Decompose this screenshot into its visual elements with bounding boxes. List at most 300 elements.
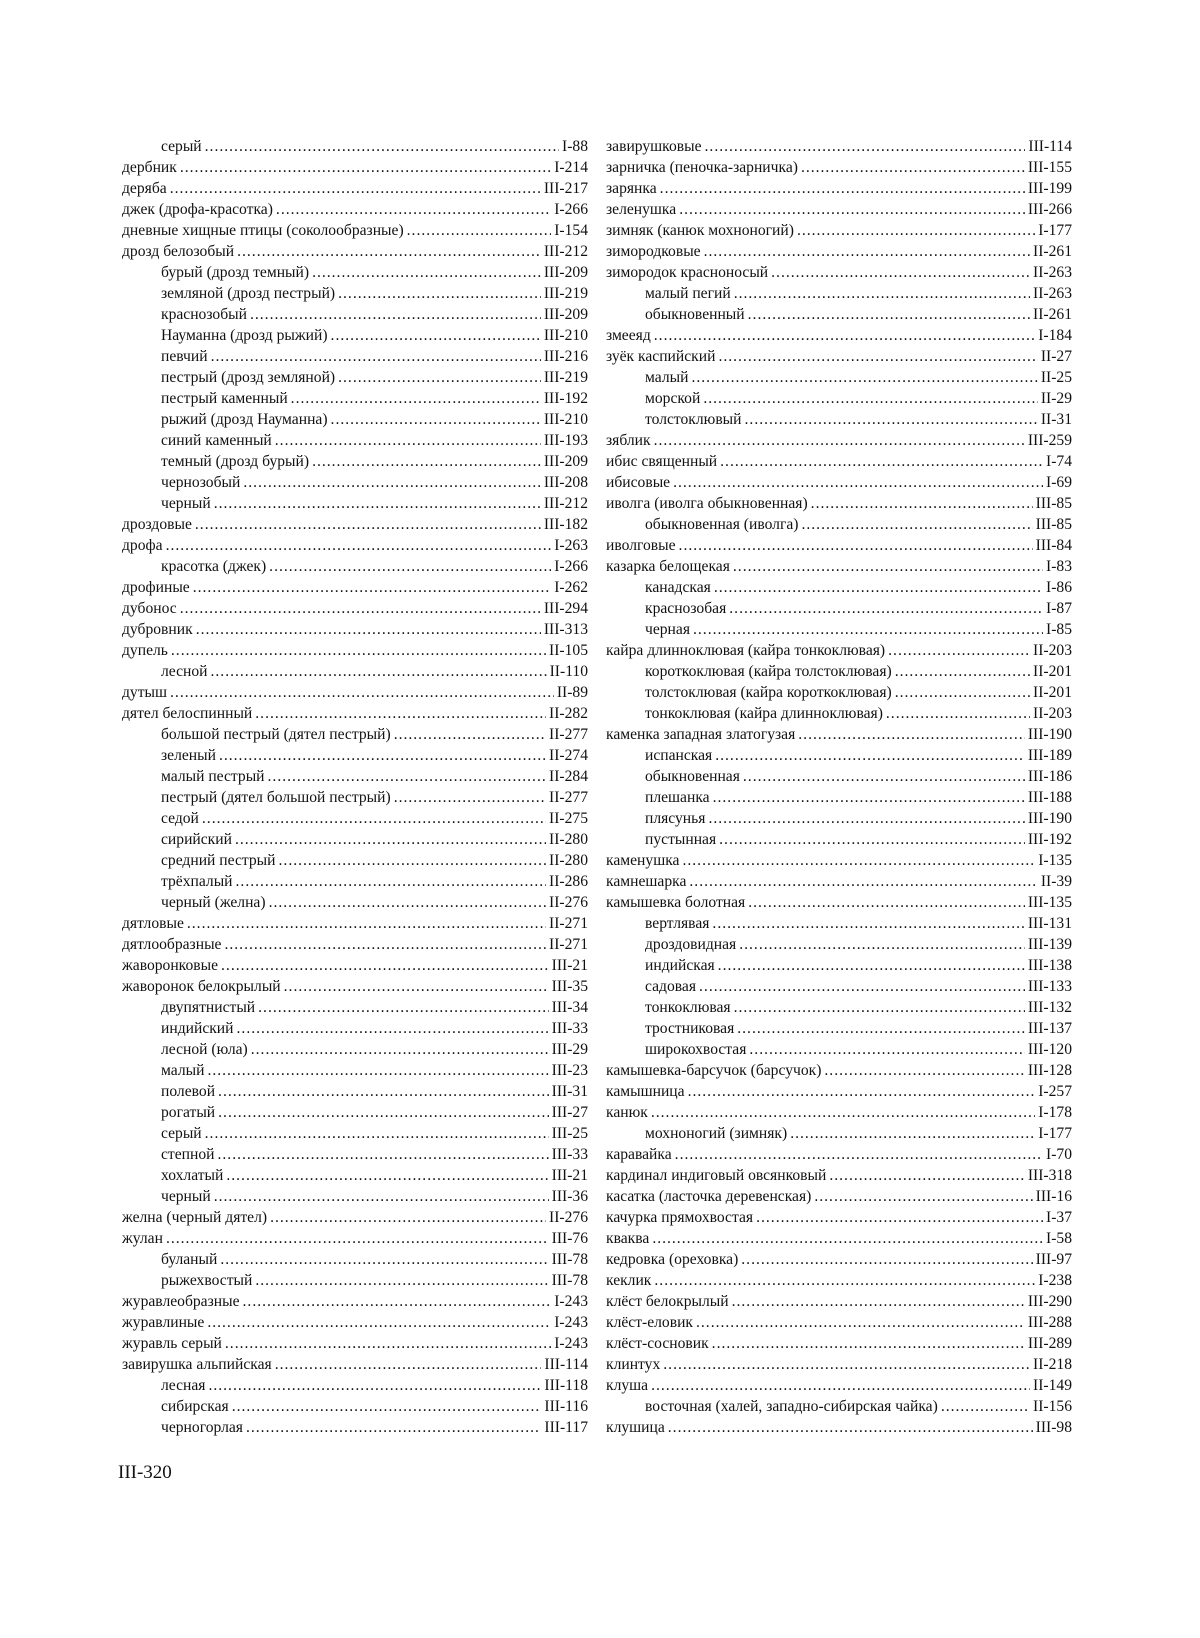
index-page-ref: III-209: [543, 453, 588, 470]
index-page-ref: II-201: [1033, 684, 1072, 701]
index-page-ref: III-78: [551, 1272, 588, 1289]
dot-leader: [693, 619, 1043, 640]
index-entry: [606, 976, 1072, 997]
index-entry: [606, 157, 1072, 178]
index-term: плясунья: [645, 810, 706, 827]
index-term: клёст-сосновик: [606, 1335, 709, 1352]
page-number: III-320: [118, 1462, 172, 1483]
dot-leader: [801, 157, 1025, 178]
index-term: синий каменный: [161, 432, 272, 449]
dot-leader: [207, 1060, 548, 1081]
index-entry: [122, 1249, 588, 1270]
index-entry: [122, 472, 588, 493]
index-term: рыжий (дрозд Науманна): [161, 411, 328, 428]
dot-leader: [691, 367, 1037, 388]
index-entry: [606, 997, 1072, 1018]
index-entry: [122, 157, 588, 178]
index-term: серый: [161, 1125, 202, 1142]
dot-leader: [712, 913, 1024, 934]
dot-leader: [275, 1354, 542, 1375]
dot-leader: [218, 1081, 549, 1102]
dot-leader: [886, 703, 1030, 724]
dot-leader: [279, 850, 547, 871]
index-term: дубровник: [122, 621, 193, 638]
index-term: канюк: [606, 1104, 648, 1121]
index-entry: [606, 451, 1072, 472]
dot-leader: [797, 220, 1035, 241]
index-entry: [606, 829, 1072, 850]
dot-leader: [232, 1396, 542, 1417]
index-entry: [606, 1144, 1072, 1165]
dot-leader: [771, 262, 1030, 283]
index-term: завирушковые: [606, 138, 702, 155]
index-page-ref: III-34: [551, 999, 588, 1016]
dot-leader: [654, 430, 1025, 451]
index-entry: [122, 808, 588, 829]
index-page-ref: III-118: [544, 1377, 588, 1394]
dot-leader: [331, 409, 541, 430]
index-term: красотка (джек): [161, 558, 267, 575]
dot-leader: [394, 724, 546, 745]
index-term: дутыш: [122, 684, 168, 701]
index-page-ref: III-33: [551, 1146, 588, 1163]
dot-leader: [205, 1123, 549, 1144]
index-term: лесная: [161, 1377, 206, 1394]
index-term: обыкновенная (иволга): [645, 516, 799, 533]
index-term: зимородок красноносый: [606, 264, 769, 281]
dot-leader: [250, 304, 541, 325]
index-term: желна (черный дятел): [122, 1209, 268, 1226]
index-page-ref: III-208: [543, 474, 588, 491]
dot-leader: [705, 136, 1026, 157]
index-page-ref: III-313: [543, 621, 588, 638]
index-entry: [122, 1102, 588, 1123]
index-page-ref: I-266: [554, 558, 588, 575]
dot-leader: [704, 241, 1030, 262]
index-term: кеклик: [606, 1272, 652, 1289]
dot-leader: [888, 640, 1030, 661]
dot-leader: [790, 1123, 1035, 1144]
index-entry: [606, 1396, 1072, 1417]
index-term: ибисовые: [606, 474, 671, 491]
dot-leader: [811, 493, 1033, 514]
index-page-ref: I-257: [1038, 1083, 1072, 1100]
index-term: тонкоклювая (кайра длинноклювая): [645, 705, 883, 722]
index-page-ref: III-25: [551, 1125, 588, 1142]
dot-leader: [714, 577, 1043, 598]
dot-leader: [756, 1207, 1043, 1228]
index-page-ref: I-135: [1038, 852, 1072, 869]
index-entry: [122, 514, 588, 535]
index-term: кедровка (ореховка): [606, 1251, 739, 1268]
dot-leader: [224, 934, 546, 955]
index-page-ref: III-117: [544, 1419, 588, 1436]
dot-leader: [941, 1396, 1030, 1417]
dot-leader: [338, 283, 541, 304]
index-entry: [606, 724, 1072, 745]
index-entry: [122, 976, 588, 997]
index-term: черный (желна): [161, 894, 266, 911]
index-page-ref: I-266: [554, 201, 588, 218]
index-entry: [606, 136, 1072, 157]
index-term: зарянка: [606, 180, 657, 197]
dot-leader: [748, 892, 1025, 913]
dot-leader: [713, 787, 1025, 808]
dot-leader: [255, 1270, 548, 1291]
index-entry: [122, 220, 588, 241]
dot-leader: [407, 220, 552, 241]
dot-leader: [718, 955, 1025, 976]
index-term: камышница: [606, 1083, 685, 1100]
index-term: зеленушка: [606, 201, 677, 218]
index-page-ref: III-219: [543, 369, 588, 386]
dot-leader: [651, 1375, 1030, 1396]
index-term: клушица: [606, 1419, 665, 1436]
index-entry: [122, 1396, 588, 1417]
dot-leader: [207, 1312, 551, 1333]
index-entry: [606, 955, 1072, 976]
index-entry: [606, 598, 1072, 619]
index-term: тростниковая: [645, 1020, 735, 1037]
index-entry: [122, 451, 588, 472]
index-entry: [606, 514, 1072, 535]
dot-leader: [679, 535, 1033, 556]
index-entry: [606, 913, 1072, 934]
index-entry: [122, 1144, 588, 1165]
dot-leader: [237, 241, 541, 262]
index-entry: [606, 1018, 1072, 1039]
index-page-ref: II-277: [549, 726, 588, 743]
index-page-ref: III-135: [1027, 894, 1072, 911]
index-term: краснозобый: [161, 306, 247, 323]
index-page-ref: III-210: [543, 411, 588, 428]
index-entry: [606, 1375, 1072, 1396]
dot-leader: [682, 850, 1035, 871]
index-entry: [606, 178, 1072, 199]
index-term: зимородковые: [606, 243, 701, 260]
index-page-ref: II-284: [549, 768, 588, 785]
dot-leader: [732, 1291, 1025, 1312]
index-term: дятлообразные: [122, 936, 222, 953]
dot-leader: [696, 1312, 1025, 1333]
dot-leader: [718, 346, 1037, 367]
index-term: малый пестрый: [161, 768, 265, 785]
dot-leader: [208, 1375, 541, 1396]
dot-leader: [737, 1018, 1025, 1039]
index-page-ref: I-85: [1046, 621, 1072, 638]
index-entry: [606, 535, 1072, 556]
index-term: журавль серый: [122, 1335, 222, 1352]
index-entry: [606, 283, 1072, 304]
index-term: широкохвостая: [645, 1041, 747, 1058]
dot-leader: [660, 178, 1025, 199]
index-entry: [606, 325, 1072, 346]
index-page-ref: III-138: [1027, 957, 1072, 974]
index-page-ref: III-182: [543, 516, 588, 533]
index-page-ref: III-33: [551, 1020, 588, 1037]
dot-leader: [180, 157, 551, 178]
index-page-ref: II-263: [1033, 264, 1072, 281]
index-page-ref: III-212: [543, 243, 588, 260]
index-page-ref: I-238: [1038, 1272, 1072, 1289]
index-entry: [606, 577, 1072, 598]
index-page-ref: I-243: [554, 1335, 588, 1352]
index-page-ref: III-85: [1035, 516, 1072, 533]
dot-leader: [798, 724, 1025, 745]
index-page-ref: III-120: [1027, 1041, 1072, 1058]
index-page-ref: II-277: [549, 789, 588, 806]
index-term: кайра длинноклювая (кайра тонкоклювая): [606, 642, 886, 659]
index-term: кваква: [606, 1230, 650, 1247]
index-entry: [122, 1312, 588, 1333]
index-term: завирушка альпийская: [122, 1356, 272, 1373]
index-entry: [606, 1333, 1072, 1354]
index-entry: [122, 262, 588, 283]
index-term: хохлатый: [161, 1167, 224, 1184]
dot-leader: [284, 976, 549, 997]
index-page-ref: III-128: [1027, 1062, 1072, 1079]
dot-leader: [170, 682, 554, 703]
dot-leader: [651, 1102, 1035, 1123]
dot-leader: [218, 1144, 549, 1165]
index-entry: [122, 178, 588, 199]
index-page-ref: I-74: [1046, 453, 1072, 470]
index-entry: [122, 1123, 588, 1144]
index-entry: [606, 1312, 1072, 1333]
index-page-ref: III-131: [1027, 915, 1072, 932]
dot-leader: [743, 766, 1025, 787]
index-entry: [122, 304, 588, 325]
index-page-ref: I-69: [1046, 474, 1072, 491]
index-term: вертлявая: [645, 915, 710, 932]
index-entry: [606, 367, 1072, 388]
index-entry: [606, 1186, 1072, 1207]
index-entry: [606, 850, 1072, 871]
dot-leader: [734, 283, 1030, 304]
index-term: буланый: [161, 1251, 218, 1268]
index-page-ref: I-178: [1038, 1104, 1072, 1121]
index-term: жулан: [122, 1230, 163, 1247]
dot-leader: [668, 1417, 1033, 1438]
dot-leader: [187, 913, 546, 934]
index-term: иволга (иволга обыкновенная): [606, 495, 808, 512]
index-term: лесной (юла): [161, 1041, 248, 1058]
dot-leader: [654, 1270, 1035, 1291]
index-term: дроздовидная: [645, 936, 737, 953]
index-term: казарка белощекая: [606, 558, 730, 575]
index-entry: [122, 787, 588, 808]
index-entry: [122, 1081, 588, 1102]
index-entry: [122, 1417, 588, 1438]
index-page-ref: II-27: [1040, 348, 1072, 365]
index-term: седой: [161, 810, 199, 827]
index-entry: [122, 1060, 588, 1081]
index-page-ref: II-105: [549, 642, 588, 659]
index-entry: [606, 241, 1072, 262]
dot-leader: [679, 199, 1025, 220]
index-term: клёст белокрылый: [606, 1293, 729, 1310]
index-page-ref: II-29: [1040, 390, 1072, 407]
index-page-ref: I-37: [1046, 1209, 1072, 1226]
index-term: журавлеобразные: [122, 1293, 240, 1310]
index-page-ref: III-190: [1027, 726, 1072, 743]
index-entry: [606, 1060, 1072, 1081]
index-page-ref: III-84: [1035, 537, 1072, 554]
index-page-ref: III-139: [1027, 936, 1072, 953]
index-term: Науманна (дрозд рыжий): [161, 327, 328, 344]
dot-leader: [205, 136, 559, 157]
index-page-ref: I-83: [1046, 558, 1072, 575]
index-page-ref: III-21: [551, 1167, 588, 1184]
index-entry: [606, 556, 1072, 577]
index-entry: [122, 1228, 588, 1249]
index-entry: [122, 556, 588, 577]
index-page-ref: I-184: [1038, 327, 1072, 344]
index-entry: [122, 535, 588, 556]
dot-leader: [251, 1039, 549, 1060]
index-page-ref: III-36: [551, 1188, 588, 1205]
index-page-ref: I-243: [554, 1314, 588, 1331]
dot-leader: [218, 1102, 548, 1123]
index-term: камышевка болотная: [606, 894, 746, 911]
index-term: обыкновенный: [645, 306, 745, 323]
dot-leader: [258, 997, 548, 1018]
index-page-ref: I-243: [554, 1293, 588, 1310]
index-entry: [122, 871, 588, 892]
dot-leader: [720, 451, 1043, 472]
index-page-ref: II-261: [1033, 243, 1072, 260]
dot-leader: [236, 871, 546, 892]
index-term: садовая: [645, 978, 697, 995]
index-page-ref: III-132: [1027, 999, 1072, 1016]
dot-leader: [748, 304, 1030, 325]
index-entry: [606, 1165, 1072, 1186]
index-entry: [122, 1207, 588, 1228]
index-entry: [122, 577, 588, 598]
index-entry: [606, 409, 1072, 430]
index-term: бурый (дрозд темный): [161, 264, 310, 281]
index-page-ref: III-212: [543, 495, 588, 512]
index-entry: [122, 388, 588, 409]
index-page-ref: III-259: [1027, 432, 1072, 449]
index-entry: [122, 934, 588, 955]
dot-leader: [237, 1018, 549, 1039]
index-entry: [122, 745, 588, 766]
dot-leader: [268, 766, 546, 787]
index-term: темный (дрозд бурый): [161, 453, 310, 470]
index-entry: [606, 703, 1072, 724]
index-term: клёст-еловик: [606, 1314, 693, 1331]
index-term: малый: [161, 1062, 205, 1079]
index-page-ref: III-190: [1027, 810, 1072, 827]
dot-leader: [243, 1291, 552, 1312]
dot-leader: [675, 1144, 1043, 1165]
dot-leader: [895, 682, 1030, 703]
index-page-ref: II-31: [1040, 411, 1072, 428]
index-entry: [122, 997, 588, 1018]
index-term: касатка (ласточка деревенская): [606, 1188, 812, 1205]
index-term: жаворонковые: [122, 957, 219, 974]
index-term: качурка прямохвостая: [606, 1209, 754, 1226]
index-entry: [122, 367, 588, 388]
index-page-ref: III-266: [1027, 201, 1072, 218]
index-entry: [606, 1207, 1072, 1228]
index-term: джек (дрофа-красотка): [122, 201, 273, 218]
index-term: рыжехвостый: [161, 1272, 253, 1289]
index-entry: [606, 472, 1072, 493]
index-entry: [606, 346, 1072, 367]
index-entry: [122, 241, 588, 262]
index-entry: [606, 1291, 1072, 1312]
index-term: чернозобый: [161, 474, 241, 491]
dot-leader: [170, 178, 541, 199]
index-page-ref: III-294: [543, 600, 588, 617]
index-term: большой пестрый (дятел пестрый): [161, 726, 391, 743]
index-term: пестрый (дрозд земляной): [161, 369, 336, 386]
index-entry: [606, 493, 1072, 514]
index-page-ref: III-23: [551, 1062, 588, 1079]
index-entry: [122, 199, 588, 220]
dot-leader: [171, 640, 546, 661]
index-entry: [606, 1081, 1072, 1102]
index-term: короткоклювая (кайра толстоклювая): [645, 663, 892, 680]
index-term: камышевка-барсучок (барсучок): [606, 1062, 822, 1079]
index-page-ref: II-203: [1033, 705, 1072, 722]
index-entry: [122, 325, 588, 346]
index-entry: [606, 871, 1072, 892]
index-entry: [122, 493, 588, 514]
index-entry: [122, 1186, 588, 1207]
dot-leader: [688, 1081, 1036, 1102]
index-page-ref: II-149: [1033, 1377, 1072, 1394]
index-term: индийская: [645, 957, 715, 974]
index-page-ref: II-274: [549, 747, 588, 764]
index-page-ref: II-280: [549, 831, 588, 848]
index-term: каравайка: [606, 1146, 672, 1163]
index-term: дупель: [122, 642, 168, 659]
index-term: индийский: [161, 1020, 234, 1037]
index-page-ref: III-193: [543, 432, 588, 449]
index-page-ref: II-89: [556, 684, 588, 701]
index-term: пустынная: [645, 831, 717, 848]
index-term: трёхпалый: [161, 873, 233, 890]
index-column-right: [606, 136, 1072, 1438]
index-page-ref: III-210: [543, 327, 588, 344]
index-page-ref: III-216: [543, 348, 588, 365]
dot-leader: [275, 430, 541, 451]
index-page-ref: II-276: [549, 894, 588, 911]
index-term: дербник: [122, 159, 177, 176]
dot-leader: [312, 262, 541, 283]
dot-leader: [699, 976, 1025, 997]
index-term: пестрый каменный: [161, 390, 288, 407]
index-page-ref: II-271: [549, 915, 588, 932]
index-term: испанская: [645, 747, 713, 764]
index-page-ref: II-286: [549, 873, 588, 890]
index-entry: [606, 430, 1072, 451]
index-page-ref: II-218: [1033, 1356, 1072, 1373]
index-page-ref: III-199: [1027, 180, 1072, 197]
index-term: сирийский: [161, 831, 232, 848]
dot-leader: [331, 325, 541, 346]
index-page-ref: III-155: [1027, 159, 1072, 176]
index-entry: [606, 1417, 1072, 1438]
index-term: зеленый: [161, 747, 216, 764]
index-term: каменушка: [606, 852, 680, 869]
dot-leader: [741, 1249, 1032, 1270]
index-page-ref: III-289: [1027, 1335, 1072, 1352]
dot-leader: [166, 1228, 549, 1249]
